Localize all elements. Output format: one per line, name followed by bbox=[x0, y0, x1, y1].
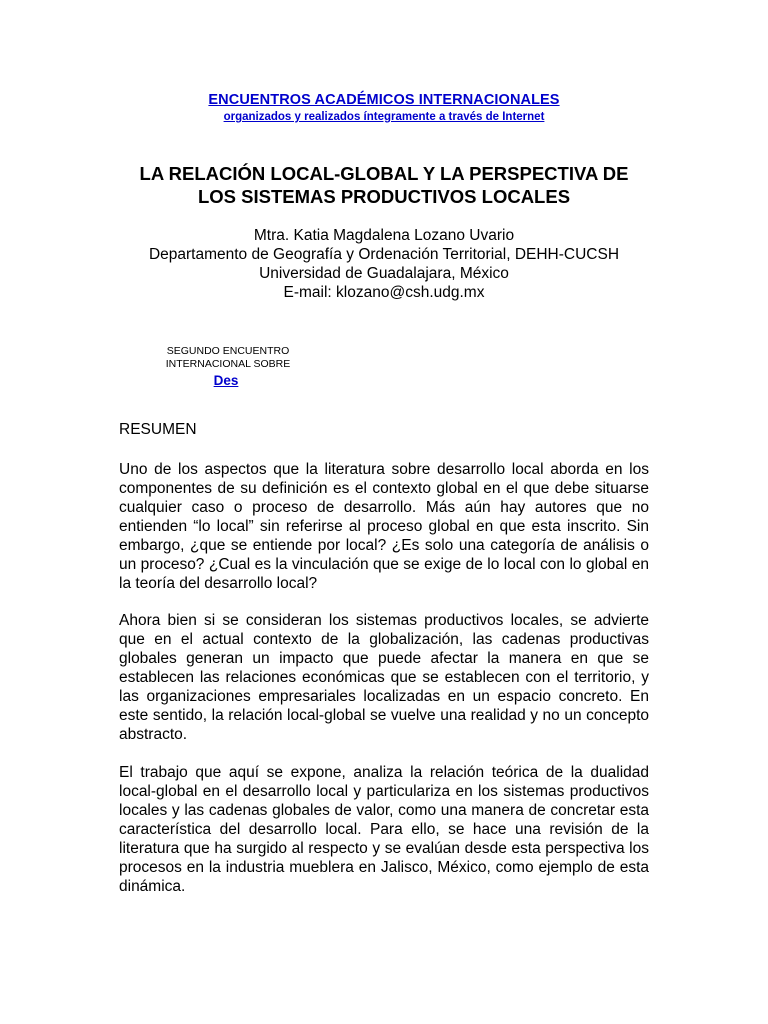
encuentros-header-link[interactable]: ENCUENTROS ACADÉMICOS INTERNACIONALES bbox=[208, 92, 560, 108]
author-email: E-mail: klozano@csh.udg.mx bbox=[283, 284, 485, 301]
abstract-paragraph-1: Uno de los aspectos que la literatura sobre desarrollo local aborda en los componentes de su definición es el contexto global en el que debe situarse cualquier caso o proceso de desarrollo. Más aún hay autores que no entienden “lo local” sin referirse al proceso global en que esta inscrito. Sin embargo, ¿que se entiende por local? ¿Es solo una categoría de análisis o un proceso? ¿Cual es la vinculación que se exige de lo local con lo global en la teoría del desarrollo local? bbox=[119, 461, 649, 592]
author-block bbox=[0, 226, 768, 302]
author-department: Departamento de Geografía y Ordenación Territorial, DEHH-CUCSH bbox=[148, 246, 620, 263]
sidebox-line-1: SEGUNDO ENCUENTRO bbox=[166, 345, 290, 357]
title-line-2: LOS SISTEMAS PRODUCTIVOS LOCALES bbox=[197, 186, 571, 207]
author-name: Mtra. Katia Magdalena Lozano Uvario bbox=[253, 227, 515, 244]
sidebox-line-2: INTERNACIONAL SOBRE bbox=[165, 358, 291, 370]
abstract-paragraph-3: El trabajo que aquí se expone, analiza la relación teórica de la dualidad local-global en el desarrollo local y particulariza en los sistemas productivos locales y las cadenas globales de valor, como una manera de concretar esta característica del desarrollo local. Para ello, se hace una revisión de la literatura que ha surgido al respecto y se evalúan desde esta perspectiva los procesos en la industria mueblera en Jalisco, México, como ejemplo de esta dinámica. bbox=[119, 764, 649, 895]
author-university: Universidad de Guadalajara, México bbox=[259, 265, 509, 282]
abstract-paragraph-2: Ahora bien si se consideran los sistemas productivos locales, se advierte que en el actual contexto de la globalización, las cadenas productivas globales generan un impacto que puede afectar la manera en que se establecen las relaciones económicas que se establecen con el territorio, y las organizaciones empresariales localizadas en un espacio concreto. En este sentido, la relación local-global se vuelve una realidad y no un concepto abstracto. bbox=[119, 612, 649, 743]
document-title bbox=[0, 162, 768, 208]
sidebox-link[interactable]: Des bbox=[213, 373, 239, 388]
section-heading-resumen: RESUMEN bbox=[119, 421, 197, 438]
title-line-1: LA RELACIÓN LOCAL-GLOBAL Y LA PERSPECTIVA DE bbox=[139, 163, 629, 184]
encuentros-subtitle-link[interactable]: organizados y realizados íntegramente a través de Internet bbox=[223, 111, 545, 123]
encuentro-sidebox bbox=[150, 345, 306, 387]
